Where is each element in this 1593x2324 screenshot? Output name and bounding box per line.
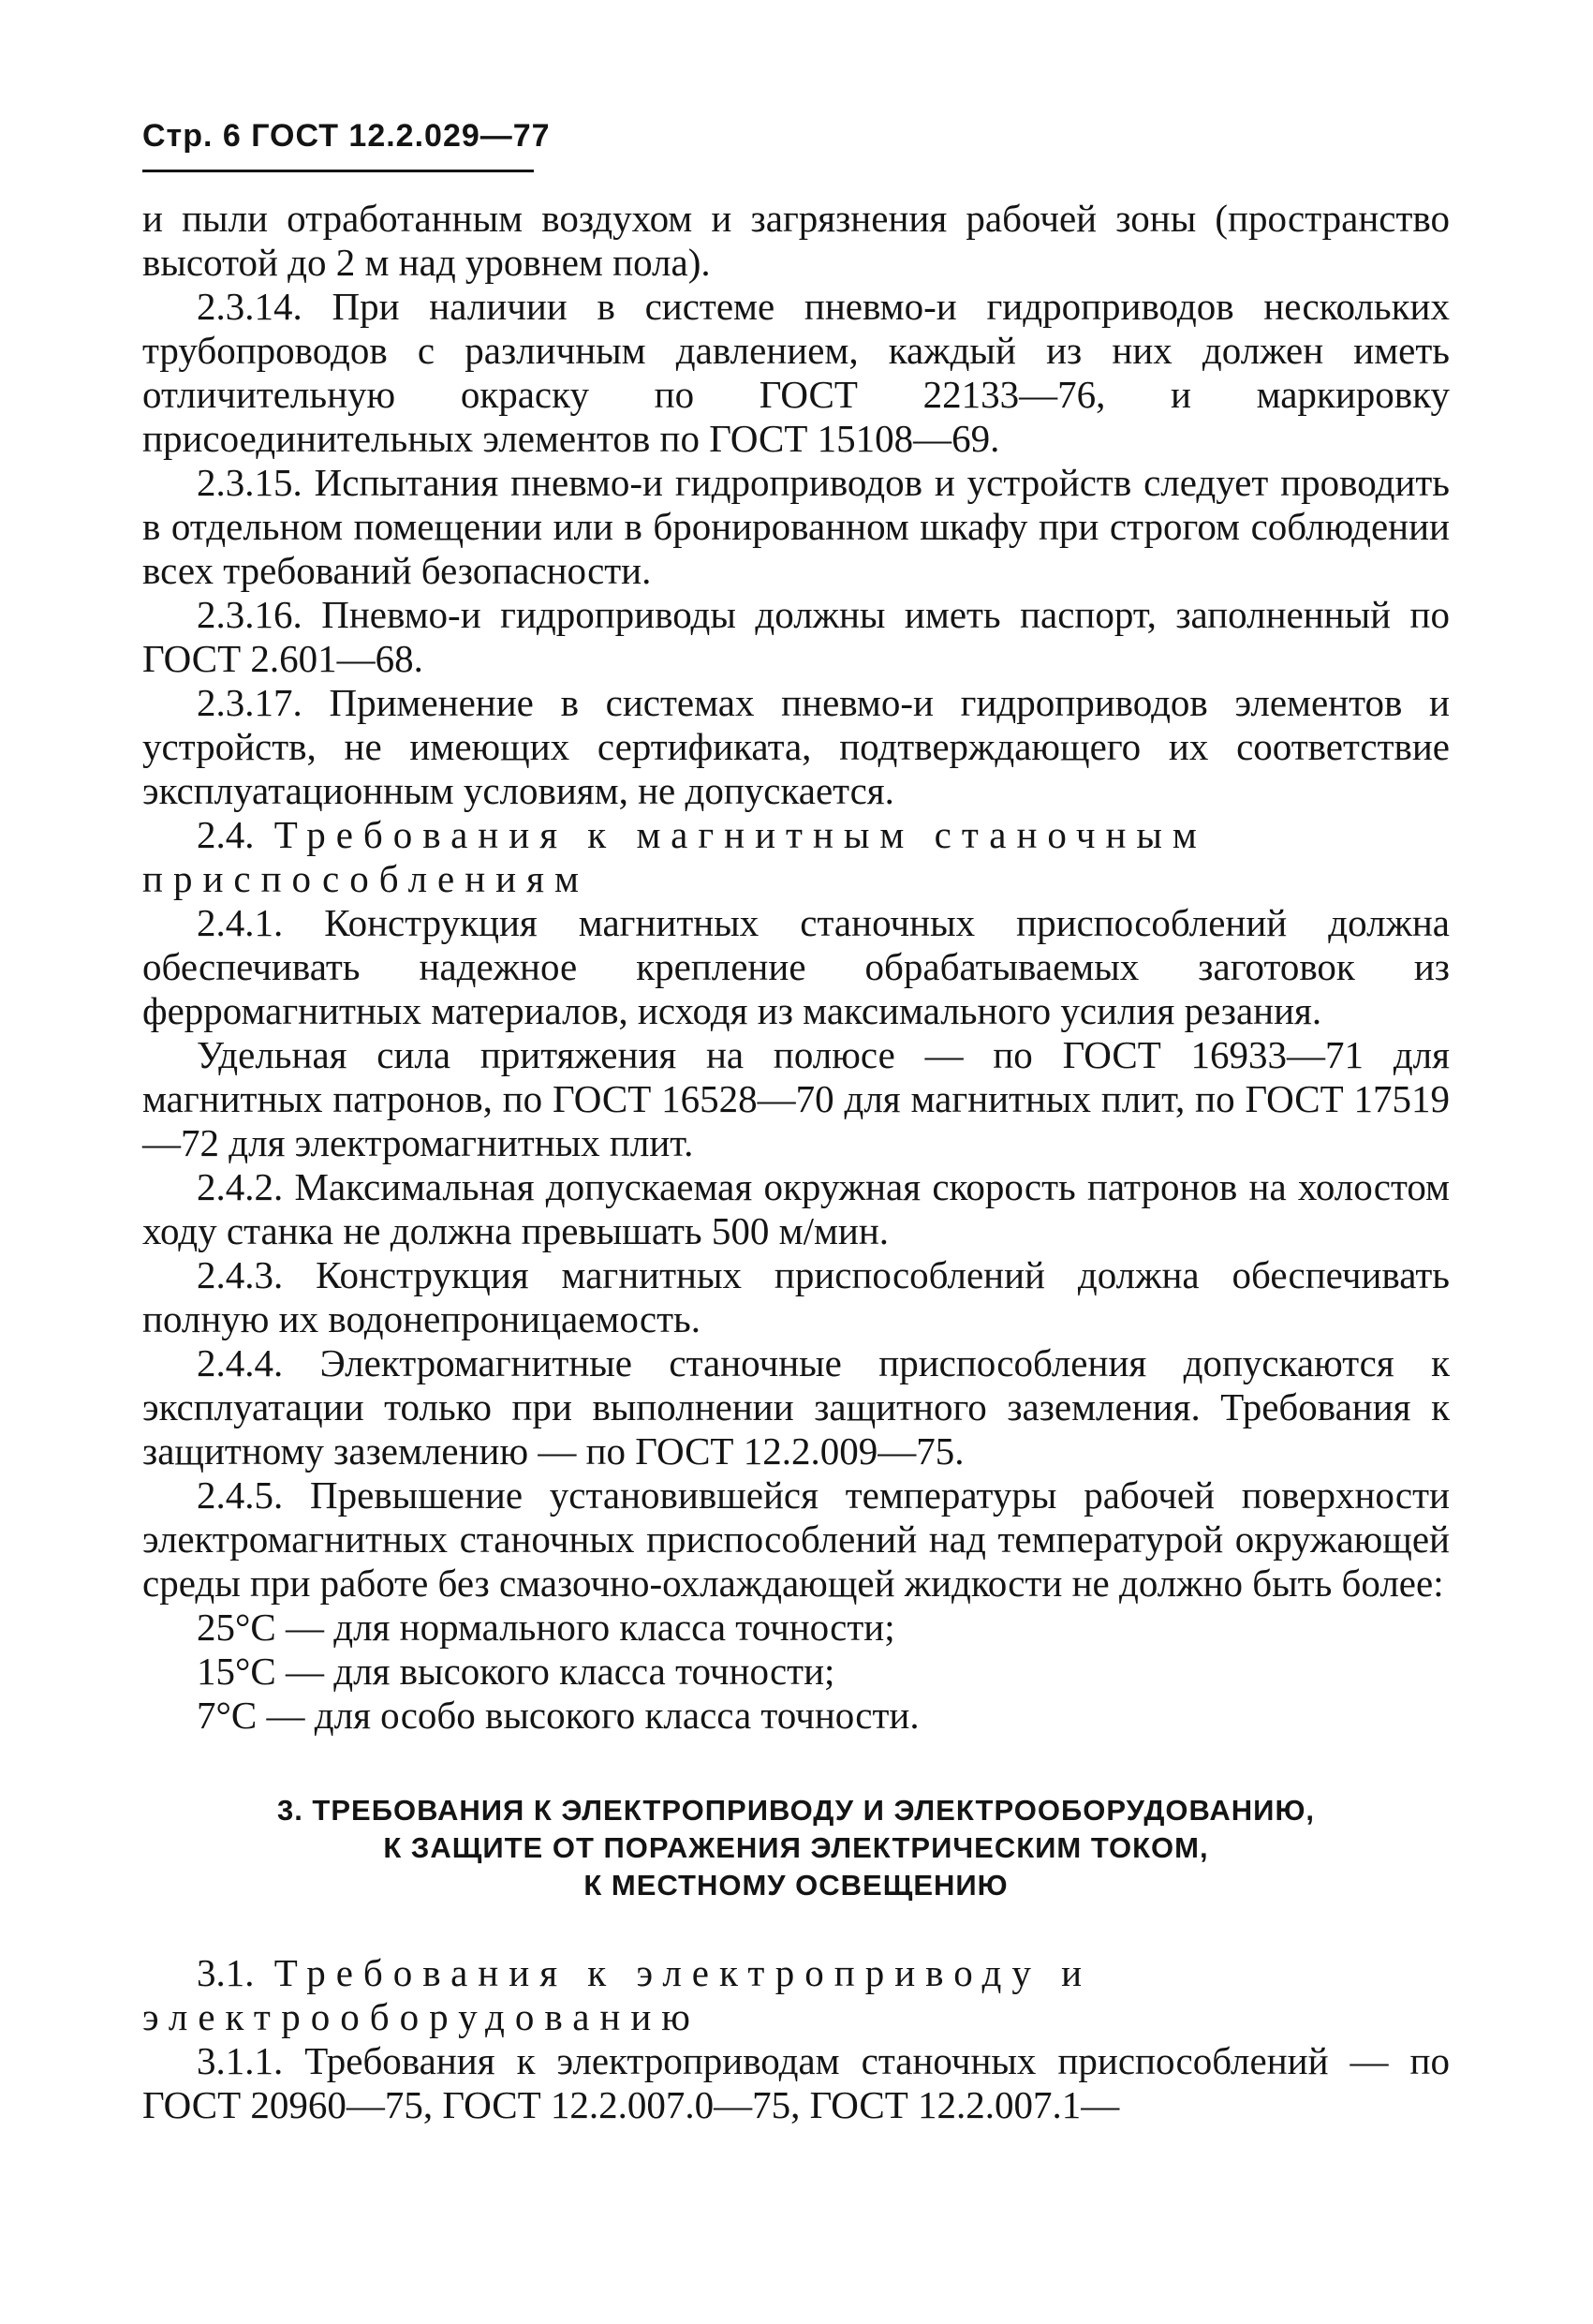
section-3-title bbox=[142, 1792, 1450, 1904]
paragraph-2-4-2: 2.4.2. Максимальная допускаемая окружная скорость патронов на холостом ходу станка не должна превышать 500 м/мин. bbox=[142, 1165, 1450, 1252]
paragraph-2-3-15: 2.3.15. Испытания пневмо-и гидроприводов и устройств следует проводить в отдельном помещении или в бронированном шкафу при строгом соблюдении всех требований безопасности. bbox=[142, 461, 1450, 592]
subsection-title: Требования к электроприводу и электрооборудованию bbox=[142, 1951, 1093, 2038]
temperature-item: 15°С — для высокого класса точности; bbox=[197, 1650, 835, 1693]
paragraph-continuation: и пыли отработанным воздухом и загрязнения рабочей зоны (пространство высотой до 2 м над уровнем пола). bbox=[142, 197, 1450, 284]
paragraph-2-3-14: 2.3.14. При наличии в системе пневмо-и гидроприводов нескольких трубопроводов с различным давлением, каждый из них должен иметь отличительную окраску по ГОСТ 22133—76, и маркировку присоединительных элементов по ГОСТ 15108—69. bbox=[142, 285, 1450, 460]
paragraph-3-1-1: 3.1.1. Требования к электроприводам станочных приспособлений — по ГОСТ 20960—75, ГОСТ 12.2.007.0—75, ГОСТ 12.2.007.1— bbox=[142, 2039, 1450, 2126]
subsection-heading-3-1 bbox=[142, 1951, 1450, 2039]
section-title-line: К ЗАЩИТЕ ОТ ПОРАЖЕНИЯ ЭЛЕКТРИЧЕСКИМ ТОКОМ, bbox=[383, 1831, 1209, 1864]
paragraph-2-4-3: 2.4.3. Конструкция магнитных приспособлений должна обеспечивать полную их водонепроницаемость. bbox=[142, 1253, 1450, 1340]
section-title-line: К МЕСТНОМУ ОСВЕЩЕНИЮ bbox=[583, 1869, 1009, 1902]
paragraph-2-4-5: 2.4.5. Превышение установившейся температуры рабочей поверхности электромагнитных станочных приспособлений над температурой окружающей среды при работе без смазочно-охлаждающей жидкости не должно быть более: bbox=[142, 1473, 1450, 1605]
body-text bbox=[142, 197, 1450, 2127]
temperature-item: 7°С — для особо высокого класса точности. bbox=[197, 1694, 920, 1737]
paragraph-2-4-4: 2.4.4. Электромагнитные станочные приспособления допускаются к эксплуатации только при выполнении защитного заземления. Требования к защитному заземлению — по ГОСТ 12.2.009—75. bbox=[142, 1341, 1450, 1473]
page-header: Стр. 6 ГОСТ 12.2.029—77 bbox=[142, 118, 551, 154]
paragraph-2-4-1: 2.4.1. Конструкция магнитных станочных приспособлений должна обеспечивать надежное крепление обрабатываемых заготовок из ферромагнитных материалов, исходя из максимального усилия резания. bbox=[142, 901, 1450, 1032]
paragraph-2-3-16: 2.3.16. Пневмо-и гидроприводы должны иметь паспорт, заполненный по ГОСТ 2.601—68. bbox=[142, 593, 1450, 680]
paragraph-2-4-1-force: Удельная сила притяжения на полюсе — по ГОСТ 16933—71 для магнитных патронов, по ГОСТ 16528—70 для магнитных плит, по ГОСТ 17519—72 для электромагнитных плит. bbox=[142, 1033, 1450, 1164]
subsection-title: Требования к магнитным станочным приспособлениям bbox=[142, 813, 1207, 900]
subsection-number: 2.4. bbox=[197, 813, 255, 856]
paragraph-2-3-17: 2.3.17. Применение в системах пневмо-и гидроприводов элементов и устройств, не имеющих сертификата, подтверждающего их соответствие эксплуатационным условиям, не допускается. bbox=[142, 681, 1450, 812]
subsection-number: 3.1. bbox=[197, 1951, 255, 1994]
header-rule bbox=[142, 170, 534, 172]
temperature-item: 25°С — для нормального класса точности; bbox=[197, 1606, 895, 1649]
subsection-heading-2-4 bbox=[142, 813, 1450, 901]
section-title-line: 3. ТРЕБОВАНИЯ К ЭЛЕКТРОПРИВОДУ И ЭЛЕКТРООБОРУДОВАНИЮ, bbox=[276, 1794, 1316, 1827]
